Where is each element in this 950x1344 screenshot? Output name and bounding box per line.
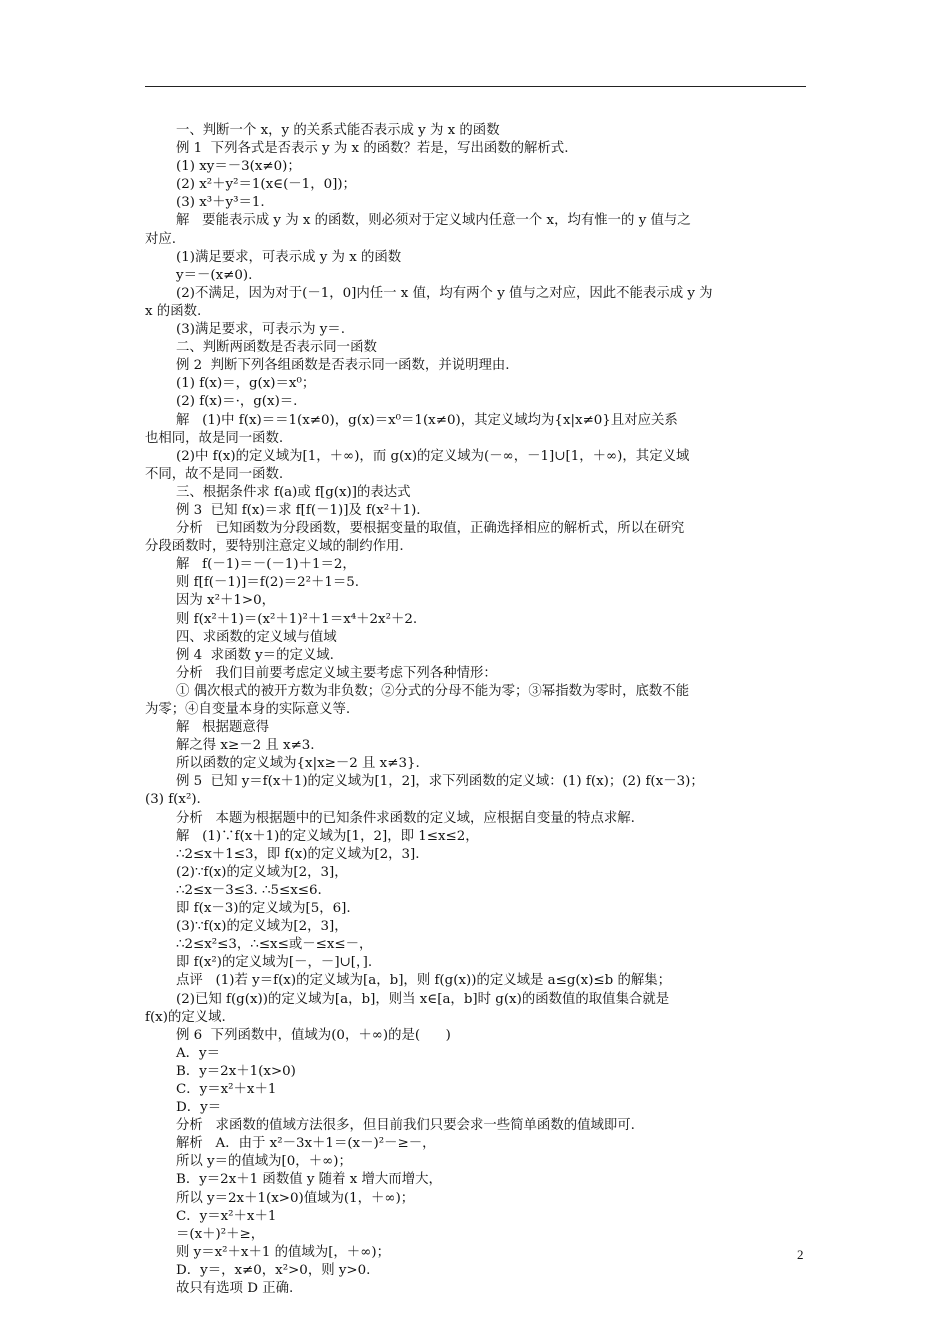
text-line: y＝－(x≠0). (176, 267, 253, 283)
text-line: 例 1 下列各式是否表示 y 为 x 的函数？若是，写出函数的解析式. (176, 141, 569, 157)
text-line: (2) x²＋y²＝1(x∈(－1，0])； (176, 177, 356, 193)
text-line: 所以函数的定义域为{x|x≥－2 且 x≠3}. (176, 756, 420, 772)
text-line: B．y＝2x＋1 函数值 y 随着 x 增大而增大， (176, 1172, 442, 1188)
text-line: 分析 已知函数为分段函数，要根据变量的取值，正确选择相应的解析式，所以在研究 (176, 521, 685, 537)
text-line: 解析 A．由于 x²－3x＋1＝(x－)²－≥－， (176, 1136, 436, 1152)
text-line: 解 根据题意得 (176, 720, 270, 736)
text-line: 对应. (145, 231, 177, 247)
text-line: 分析 本题为根据题中的已知条件求函数的定义域，应根据自变量的特点求解. (176, 810, 635, 826)
text-line: 分析 我们目前要考虑定义域主要考虑下列各种情形： (176, 665, 497, 681)
text-line: (2)中 f(x)的定义域为[1，＋∞)，而 g(x)的定义域为(－∞，－1]∪[1，＋∞)，其定义域 (176, 448, 690, 464)
text-line: 四、求函数的定义域与值域 (176, 629, 337, 645)
text-line: A．y＝ (176, 1045, 221, 1061)
text-line: 例 3 已知 f(x)＝求 f[f(－1)]及 f(x²＋1). (176, 502, 421, 518)
text-line: 不同，故不是同一函数. (145, 466, 284, 482)
text-line: 例 6 下列函数中，值域为(0，＋∞)的是( ) (176, 1027, 451, 1043)
text-line: B．y＝2x＋1(x>0) (176, 1063, 296, 1079)
text-line: 则 f(x²＋1)＝(x²＋1)²＋1＝x⁴＋2x²＋2. (176, 611, 418, 627)
text-line: 解 要能表示成 y 为 x 的函数，则必须对于定义域内任意一个 x，均有惟一的 y 值与之 (176, 213, 691, 229)
text-line: ① 偶次根式的被开方数为非负数；②分式的分母不能为零；③幂指数为零时，底数不能 (176, 683, 690, 699)
text-line: 分析 求函数的值域方法很多，但目前我们只要会求一些简单函数的值域即可. (176, 1118, 635, 1134)
text-line: f(x)的定义域. (145, 1009, 226, 1025)
text-line: 例 5 已知 y＝f(x＋1)的定义域为[1，2]，求下列函数的定义域：(1) f(x)；(2) f(x－3)； (176, 774, 704, 790)
text-line: 例 2 判断下列各组函数是否表示同一函数，并说明理由. (176, 358, 510, 374)
header-rule (145, 86, 806, 87)
text-line: (3)满足要求，可表示为 y＝. (176, 322, 345, 338)
text-line: (2)已知 f(g(x))的定义域为[a，b]，则当 x∈[a，b]时 g(x)的函数值的取值集合就是 (176, 991, 670, 1007)
text-line: (3) x³＋y³＝1. (176, 195, 265, 211)
text-line: (3)∵f(x)的定义域为[2，3]， (176, 919, 348, 935)
text-line: 则 f[f(－1)]＝f(2)＝2²＋1＝5. (176, 575, 360, 591)
text-line: 点评 (1)若 y＝f(x)的定义域为[a，b]，则 f(g(x))的定义域是 a≤g(x)≤b 的解集； (176, 973, 672, 989)
text-line: C．y＝x²＋x＋1 (176, 1208, 277, 1224)
text-line: 所以 y＝2x＋1(x>0)值域为(1，＋∞)； (176, 1190, 415, 1206)
text-line: 为零；④自变量本身的实际意义等. (145, 702, 351, 717)
text-line: (2)不满足，因为对于(－1，0]内任一 x 值，均有两个 y 值与之对应，因此不能表示成 y 为 (176, 285, 713, 301)
text-line: x 的函数. (145, 303, 202, 319)
text-line: (2) f(x)＝·，g(x)＝. (176, 394, 298, 410)
text-line: 即 f(x－3)的定义域为[5，6]. (176, 901, 351, 917)
text-line: (2)∵f(x)的定义域为[2，3]， (176, 864, 348, 880)
text-line: 即 f(x²)的定义域为[－，－]∪[，]. (176, 955, 373, 971)
text-line: 一、判断一个 x，y 的关系式能否表示成 y 为 x 的函数 (176, 123, 500, 138)
text-line: 也相同，故是同一函数. (145, 430, 284, 446)
text-line: 二、判断两函数是否表示同一函数 (176, 340, 377, 356)
text-line: 因为 x²＋1>0， (176, 593, 275, 609)
text-line: 故只有选项 D 正确. (176, 1281, 294, 1296)
text-line: 解 (1)中 f(x)＝＝1(x≠0)，g(x)＝x⁰＝1(x≠0)，其定义域均为{x|x≠0}且对应关系 (176, 412, 678, 428)
text-line: 解之得 x≥－2 且 x≠3. (176, 738, 315, 754)
text-line: (1) f(x)＝，g(x)＝x⁰； (176, 376, 316, 392)
text-line: 则 y＝x²＋x＋1 的值域为[，＋∞)； (176, 1244, 390, 1260)
text-line: D．y＝，x≠0，x²>0，则 y>0. (176, 1262, 371, 1278)
text-line: 分段函数时，要特别注意定义域的制约作用. (145, 539, 404, 555)
text-line: C．y＝x²＋x＋1 (176, 1081, 277, 1097)
text-line: ∴2≤x²≤3，∴≤x≤或－≤x≤－， (176, 937, 373, 953)
text-line: 三、根据条件求 f(a)或 f[g(x)]的表达式 (176, 484, 411, 500)
text-line: ∴2≤x＋1≤3，即 f(x)的定义域为[2，3]. (176, 846, 420, 862)
text-line: 解 (1)∵f(x＋1)的定义域为[1，2]，即 1≤x≤2， (176, 828, 479, 844)
text-line: 解 f(－1)＝－(－1)＋1＝2， (176, 557, 356, 573)
text-line: (1)满足要求，可表示成 y 为 x 的函数 (176, 249, 402, 265)
text-line: (3) f(x²). (145, 792, 201, 808)
text-line: 所以 y＝的值域为[0，＋∞)； (176, 1154, 352, 1170)
text-line: (1) xy＝－3(x≠0)； (176, 159, 301, 175)
page-number: 2 (797, 1247, 804, 1262)
text-line: 例 4 求函数 y＝的定义域. (176, 647, 334, 663)
text-line: D．y＝ (176, 1100, 222, 1116)
text-line: ＝(x＋)²＋≥， (176, 1226, 265, 1242)
document-body (145, 122, 807, 1298)
text-line: ∴2≤x－3≤3. ∴5≤x≤6. (176, 882, 322, 898)
